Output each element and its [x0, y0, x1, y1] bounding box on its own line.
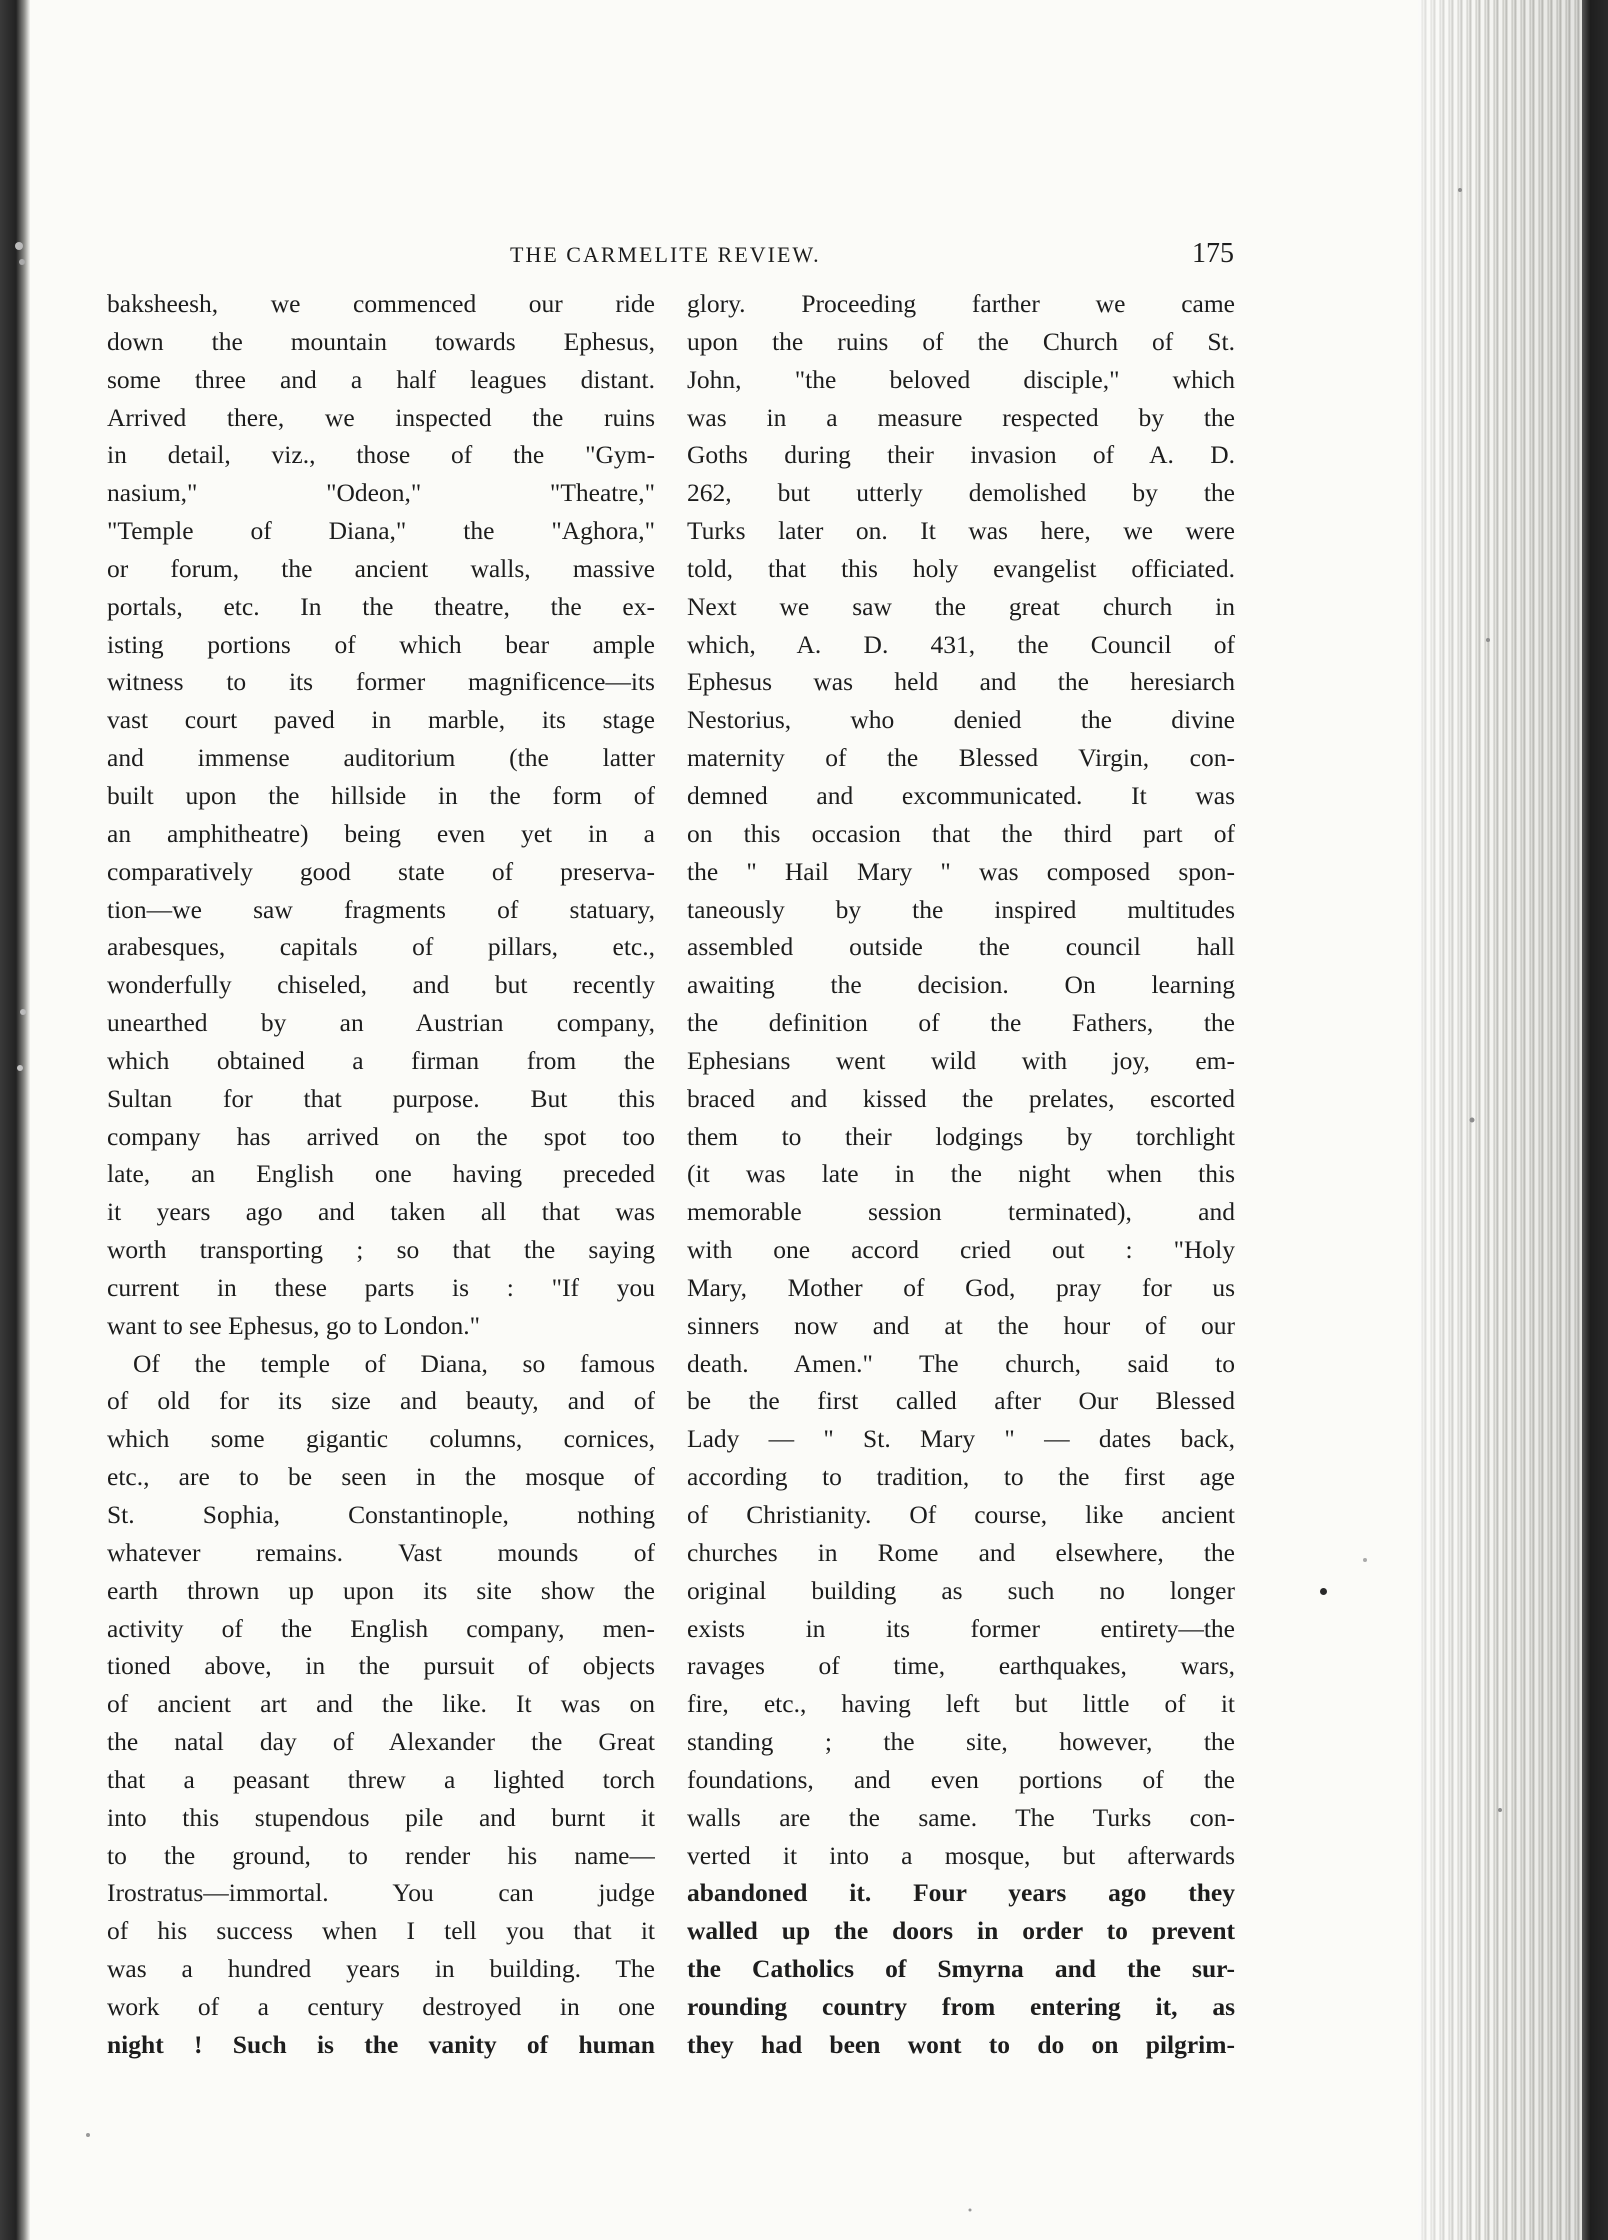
text-line: of his success when I tell you that it — [107, 1916, 655, 1946]
text-line: Ephesus was held and the heresiarch — [687, 667, 1235, 697]
text-line: in detail, viz., those of the "Gym- — [107, 440, 655, 470]
text-line: churches in Rome and elsewhere, the — [687, 1537, 1235, 1567]
text-line: some three and a half leagues distant. — [107, 364, 655, 394]
text-line: of Christianity. Of course, like ancient — [687, 1500, 1235, 1529]
text-line: that a peasant threw a lighted torch — [107, 1764, 655, 1794]
text-line: taneously by the inspired multitudes — [687, 894, 1235, 924]
text-line: tioned above, in the pursuit of objects — [107, 1651, 655, 1681]
text-line: built upon the hillside in the form of — [107, 780, 655, 810]
text-line: baksheesh, we commenced our ride — [107, 289, 655, 318]
text-line: portals, etc. In the theatre, the ex- — [107, 591, 655, 621]
text-line: it years ago and taken all that was — [107, 1197, 655, 1227]
text-line: walls are the same. The Turks con- — [687, 1802, 1235, 1832]
text-line: the Catholics of Smyrna and the sur- — [687, 1954, 1235, 1984]
text-line: death. Amen." The church, said to — [687, 1348, 1235, 1378]
text-line: Sultan for that purpose. But this — [107, 1083, 655, 1113]
text-line: earth thrown up upon its site show the — [107, 1575, 655, 1605]
text-line: St. Sophia, Constantinople, nothing — [107, 1500, 655, 1529]
text-line: late, an English one having preceded — [107, 1159, 655, 1189]
text-line: was in a measure respected by the — [687, 402, 1235, 432]
text-line: comparatively good state of preserva- — [107, 856, 655, 886]
text-line: fire, etc., having left but little of it — [687, 1689, 1235, 1719]
text-line: standing ; the site, however, the — [687, 1727, 1235, 1757]
text-line: ravages of time, earthquakes, wars, — [687, 1651, 1235, 1681]
text-line: on this occasion that the third part of — [687, 818, 1235, 848]
text-line: walled up the doors in order to prevent — [687, 1916, 1235, 1946]
text-line: Goths during their invasion of A. D. — [687, 440, 1235, 470]
text-line: to the ground, to render his name— — [107, 1840, 655, 1870]
journal-title: THE CARMELITE REVIEW. — [510, 242, 821, 267]
text-line: Ephesians went wild with joy, em- — [687, 1045, 1235, 1075]
text-line: current in these parts is : "If you — [107, 1272, 655, 1302]
text-line: assembled outside the council hall — [687, 932, 1235, 962]
text-line: maternity of the Blessed Virgin, con- — [687, 743, 1235, 773]
text-line: unearthed by an Austrian company, — [107, 1008, 655, 1038]
text-line: isting portions of which bear ample — [107, 629, 655, 659]
text-line: sinners now and at the hour of our — [687, 1310, 1235, 1340]
text-line: down the mountain towards Ephesus, — [107, 326, 655, 356]
text-column-left — [107, 285, 655, 2064]
text-line: Nestorius, who denied the divine — [687, 705, 1235, 735]
text-line: 262, but utterly demolished by the — [687, 478, 1235, 508]
text-line: and immense auditorium (the latter — [107, 743, 655, 773]
text-line: want to see Ephesus, go to London." — [107, 1310, 481, 1340]
text-line: the " Hail Mary " was composed spon- — [687, 856, 1235, 886]
text-line: vast court paved in marble, its stage — [107, 705, 655, 735]
text-line: witness to its former magnificence—its — [107, 667, 655, 697]
text-line: them to their lodgings by torchlight — [687, 1121, 1235, 1151]
text-line: original building as such no longer — [687, 1575, 1235, 1605]
text-line: braced and kissed the prelates, escorted — [687, 1083, 1235, 1113]
text-line: Arrived there, we inspected the ruins — [107, 402, 655, 432]
text-line: etc., are to be seen in the mosque of — [107, 1462, 655, 1492]
page-number: 175 — [1192, 238, 1234, 269]
text-line: according to tradition, to the first age — [687, 1462, 1235, 1492]
text-line: Irostratus—immortal. You can judge — [107, 1878, 655, 1908]
text-line: awaiting the decision. On learning — [687, 970, 1235, 1000]
text-line: of ancient art and the like. It was on — [107, 1689, 655, 1719]
text-line: Lady — " St. Mary " — dates back, — [687, 1424, 1235, 1454]
text-line: night ! Such is the vanity of human — [107, 2029, 655, 2059]
text-line: worth transporting ; so that the saying — [107, 1235, 655, 1265]
text-line: or forum, the ancient walls, massive — [107, 553, 655, 583]
text-line: John, "the beloved disciple," which — [687, 364, 1235, 394]
text-line: told, that this holy evangelist officiated. — [687, 553, 1235, 583]
text-line: upon the ruins of the Church of St. — [687, 326, 1235, 356]
text-line: company has arrived on the spot too — [107, 1121, 655, 1151]
text-line: an amphitheatre) being even yet in a — [107, 818, 655, 848]
text-line: of old for its size and beauty, and of — [107, 1386, 655, 1416]
text-line: "Temple of Diana," the "Aghora," — [107, 516, 655, 546]
text-line: rounding country from entering it, as — [687, 1991, 1235, 2021]
text-line: the definition of the Fathers, the — [687, 1008, 1235, 1038]
text-line: foundations, and even portions of the — [687, 1764, 1235, 1794]
text-line: glory. Proceeding farther we came — [687, 289, 1235, 318]
text-line: work of a century destroyed in one — [107, 1991, 655, 2021]
text-line: demned and excommunicated. It was — [687, 780, 1235, 810]
text-line: (it was late in the night when this — [687, 1159, 1235, 1189]
text-line: Mary, Mother of God, pray for us — [687, 1272, 1235, 1302]
running-head — [110, 238, 1258, 278]
text-line: Turks later on. It was here, we were — [687, 516, 1235, 546]
text-line: they had been wont to do on pilgrim- — [687, 2029, 1235, 2059]
text-line: which, A. D. 431, the Council of — [687, 629, 1235, 659]
text-line: wonderfully chiseled, and but recently — [107, 970, 655, 1000]
text-line: nasium," "Odeon," "Theatre," — [107, 478, 655, 508]
text-line: tion—we saw fragments of statuary, — [107, 894, 655, 924]
text-line: exists in its former entirety—the — [687, 1613, 1235, 1643]
text-line: whatever remains. Vast mounds of — [107, 1537, 655, 1567]
text-line: be the first called after Our Blessed — [687, 1386, 1235, 1416]
text-line: Of the temple of Diana, so famous — [133, 1348, 655, 1378]
text-line: which obtained a firman from the — [107, 1045, 655, 1075]
text-line: which some gigantic columns, cornices, — [107, 1424, 655, 1454]
text-line: memorable session terminated), and — [687, 1197, 1235, 1227]
text-line: the natal day of Alexander the Great — [107, 1727, 655, 1757]
text-line: with one accord cried out : "Holy — [687, 1235, 1235, 1265]
text-line: into this stupendous pile and burnt it — [107, 1802, 655, 1832]
text-column-right — [687, 285, 1235, 2064]
text-line: verted it into a mosque, but afterwards — [687, 1840, 1235, 1870]
margin-dot — [1320, 1588, 1327, 1595]
text-line: Next we saw the great church in — [687, 591, 1235, 621]
text-line: arabesques, capitals of pillars, etc., — [107, 932, 655, 962]
text-line: activity of the English company, men- — [107, 1613, 655, 1643]
text-line: was a hundred years in building. The — [107, 1954, 655, 1984]
text-line: abandoned it. Four years ago they — [687, 1878, 1235, 1908]
